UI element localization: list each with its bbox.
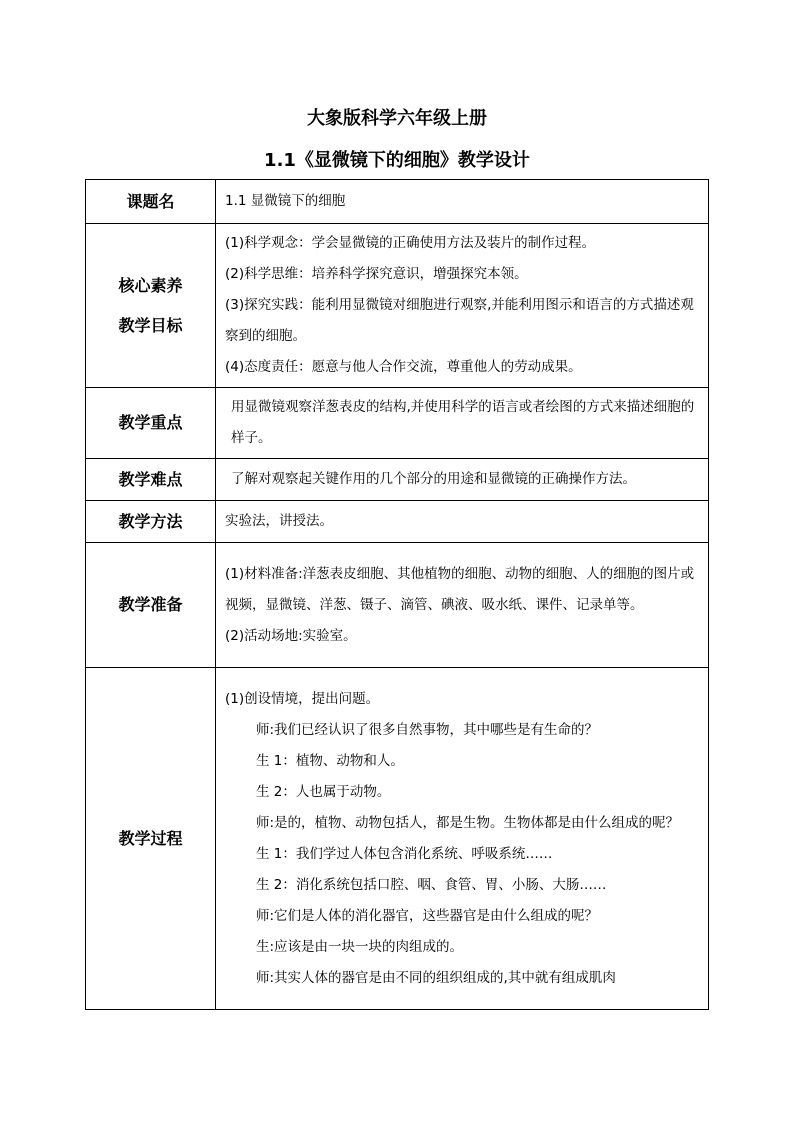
label-text: 课题名 bbox=[126, 191, 175, 211]
label-text: 教学准备 bbox=[118, 595, 183, 614]
lesson-plan-table bbox=[85, 179, 709, 1010]
topic-cell bbox=[216, 180, 709, 224]
preparation-item: (1)材料准备:洋葱表皮细胞、其他植物的细胞、动物的细胞、人的细胞的图片或视频，显微镜、洋葱、镊子、滴管、碘液、吸水纸、课件、记录单等。 bbox=[225, 565, 695, 613]
preparation-cell bbox=[216, 543, 709, 668]
dialogue-line: 生 1：植物、动物和人。 bbox=[256, 752, 404, 769]
table-row-goals bbox=[86, 224, 709, 388]
preparation-item: (2)活动场地:实验室。 bbox=[225, 627, 357, 644]
row-label-difficulty bbox=[86, 459, 216, 501]
table-row-process bbox=[86, 668, 709, 1010]
label-text: 教学方法 bbox=[118, 511, 183, 531]
dialogue-line: 生:应该是由一块一块的肉组成的。 bbox=[256, 938, 464, 955]
row-label-process bbox=[86, 668, 216, 1010]
table-row-topic bbox=[86, 180, 709, 224]
difficulty-text: 了解对观察起关键作用的几个部分的用途和显微镜的正确操作方法。 bbox=[231, 471, 636, 487]
process-cell bbox=[216, 668, 709, 1010]
goal-item: (2)科学思维：培养科学探究意识，增强探究本领。 bbox=[225, 266, 528, 282]
goal-item: (1)科学观念：学会显微镜的正确使用方法及装片的制作过程。 bbox=[225, 235, 596, 251]
process-heading: (1)创设情境，提出问题。 bbox=[225, 690, 380, 707]
row-label-preparation bbox=[86, 543, 216, 668]
dialogue-line: 生 2：消化系统包括口腔、咽、食管、胃、小肠、大肠…… bbox=[256, 876, 607, 893]
table-row-preparation bbox=[86, 543, 709, 668]
row-label-method bbox=[86, 501, 216, 543]
focus-cell bbox=[216, 388, 709, 459]
table-row-focus bbox=[86, 388, 709, 459]
label-text-line2: 教学目标 bbox=[118, 315, 183, 335]
method-cell bbox=[216, 501, 709, 543]
difficulty-cell bbox=[216, 459, 709, 501]
dialogue-line: 师:其实人体的器官是由不同的组织组成的,其中就有组成肌肉 bbox=[256, 969, 616, 986]
goal-item: (3)探究实践：能利用显微镜对细胞进行观察,并能利用图示和语言的方式描述观察到的细胞。 bbox=[225, 297, 694, 344]
document-subtitle: 1.1《显微镜下的细胞》教学设计 bbox=[264, 150, 530, 171]
dialogue-line: 师:我们已经认识了很多自然事物，其中哪些是有生命的？ bbox=[256, 721, 599, 738]
row-label-goals bbox=[86, 224, 216, 388]
dialogue-line: 生 2：人也属于动物。 bbox=[256, 783, 391, 800]
focus-text: 用显微镜观察洋葱表皮的结构,并使用科学的语言或者绘图的方式来描述细胞的样子。 bbox=[231, 399, 695, 446]
method-text: 实验法，讲授法。 bbox=[225, 513, 333, 529]
document-title: 大象版科学六年级上册 bbox=[307, 108, 487, 129]
row-label-focus bbox=[86, 388, 216, 459]
dialogue-line: 师:是的，植物、动物包括人，都是生物。生物体都是由什么组成的呢？ bbox=[256, 814, 680, 831]
table-row-difficulty bbox=[86, 459, 709, 501]
dialogue-line: 师:它们是人体的消化器官，这些器官是由什么组成的呢？ bbox=[256, 907, 599, 924]
table-row-method bbox=[86, 501, 709, 543]
goals-cell bbox=[216, 224, 709, 388]
label-text: 教学过程 bbox=[118, 828, 183, 848]
label-text-line1: 核心素养 bbox=[118, 275, 183, 295]
topic-text: 1.1 显微镜下的细胞 bbox=[225, 193, 346, 209]
label-text: 教学难点 bbox=[118, 469, 183, 489]
dialogue-line: 生 1：我们学过人体包含消化系统、呼吸系统…… bbox=[256, 845, 553, 862]
label-text: 教学重点 bbox=[118, 413, 183, 432]
goal-item: (4)态度责任：愿意与他人合作交流，尊重他人的劳动成果。 bbox=[225, 359, 582, 375]
row-label-topic bbox=[86, 180, 216, 224]
